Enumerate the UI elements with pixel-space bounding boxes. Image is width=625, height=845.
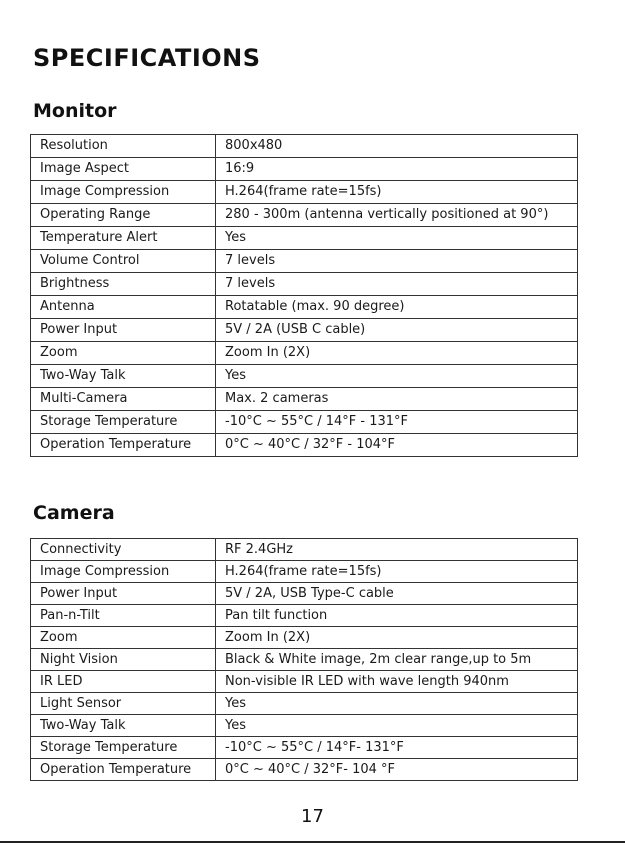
spec-label: Zoom xyxy=(31,627,216,649)
table-row xyxy=(31,539,578,561)
spec-value: Non-visible IR LED with wave length 940nm xyxy=(216,671,578,693)
spec-label: Temperature Alert xyxy=(31,227,216,250)
spec-value: 0°C ~ 40°C / 32°F- 104 °F xyxy=(216,759,578,781)
spec-label: Operating Range xyxy=(31,204,216,227)
spec-label: Brightness xyxy=(31,273,216,296)
table-row xyxy=(31,671,578,693)
spec-label: Antenna xyxy=(31,296,216,319)
spec-label: Light Sensor xyxy=(31,693,216,715)
table-row xyxy=(31,627,578,649)
spec-value: 7 levels xyxy=(216,250,578,273)
camera-section-title: Camera xyxy=(33,502,115,524)
table-row xyxy=(31,649,578,671)
table-row xyxy=(31,411,578,434)
table-row xyxy=(31,273,578,296)
spec-label: Power Input xyxy=(31,583,216,605)
table-row xyxy=(31,250,578,273)
spec-label: IR LED xyxy=(31,671,216,693)
spec-value: H.264(frame rate=15fs) xyxy=(216,181,578,204)
spec-value: -10°C ~ 55°C / 14°F - 131°F xyxy=(216,411,578,434)
table-row xyxy=(31,365,578,388)
table-row xyxy=(31,342,578,365)
spec-value: H.264(frame rate=15fs) xyxy=(216,561,578,583)
table-row xyxy=(31,227,578,250)
spec-label: Image Compression xyxy=(31,181,216,204)
spec-value: RF 2.4GHz xyxy=(216,539,578,561)
page-title: SPECIFICATIONS xyxy=(33,44,261,72)
page-number: 17 xyxy=(301,806,324,827)
spec-label: Power Input xyxy=(31,319,216,342)
spec-value: Yes xyxy=(216,715,578,737)
monitor-spec-table xyxy=(30,134,578,457)
spec-value: 7 levels xyxy=(216,273,578,296)
spec-label: Resolution xyxy=(31,135,216,158)
spec-value: 5V / 2A, USB Type-C cable xyxy=(216,583,578,605)
spec-label: Connectivity xyxy=(31,539,216,561)
bottom-divider xyxy=(0,841,625,843)
spec-label: Operation Temperature xyxy=(31,759,216,781)
table-row xyxy=(31,737,578,759)
spec-value: 280 - 300m (antenna vertically positioned at 90°) xyxy=(216,204,578,227)
table-row xyxy=(31,296,578,319)
table-row xyxy=(31,561,578,583)
table-row xyxy=(31,319,578,342)
spec-label: Operation Temperature xyxy=(31,434,216,457)
monitor-section-title: Monitor xyxy=(33,100,117,122)
spec-label: Two-Way Talk xyxy=(31,365,216,388)
spec-value: 5V / 2A (USB C cable) xyxy=(216,319,578,342)
spec-label: Volume Control xyxy=(31,250,216,273)
spec-label: Night Vision xyxy=(31,649,216,671)
table-row xyxy=(31,715,578,737)
spec-value: Zoom In (2X) xyxy=(216,627,578,649)
table-row xyxy=(31,135,578,158)
spec-value: Max. 2 cameras xyxy=(216,388,578,411)
table-row xyxy=(31,583,578,605)
spec-value: Zoom In (2X) xyxy=(216,342,578,365)
spec-value: -10°C ~ 55°C / 14°F- 131°F xyxy=(216,737,578,759)
spec-value: 16:9 xyxy=(216,158,578,181)
spec-value: Yes xyxy=(216,365,578,388)
spec-label: Image Aspect xyxy=(31,158,216,181)
spec-label: Zoom xyxy=(31,342,216,365)
spec-value: 800x480 xyxy=(216,135,578,158)
spec-value: Pan tilt function xyxy=(216,605,578,627)
table-row xyxy=(31,693,578,715)
spec-value: Black & White image, 2m clear range,up to 5m xyxy=(216,649,578,671)
spec-label: Two-Way Talk xyxy=(31,715,216,737)
table-row xyxy=(31,158,578,181)
table-row xyxy=(31,388,578,411)
spec-value: Yes xyxy=(216,227,578,250)
table-row xyxy=(31,181,578,204)
spec-value: 0°C ~ 40°C / 32°F - 104°F xyxy=(216,434,578,457)
spec-label: Multi-Camera xyxy=(31,388,216,411)
spec-label: Image Compression xyxy=(31,561,216,583)
camera-spec-table xyxy=(30,538,578,781)
table-row xyxy=(31,605,578,627)
spec-value: Yes xyxy=(216,693,578,715)
spec-label: Storage Temperature xyxy=(31,737,216,759)
spec-label: Storage Temperature xyxy=(31,411,216,434)
table-row xyxy=(31,204,578,227)
table-row xyxy=(31,759,578,781)
table-row xyxy=(31,434,578,457)
spec-value: Rotatable (max. 90 degree) xyxy=(216,296,578,319)
spec-label: Pan-n-Tilt xyxy=(31,605,216,627)
